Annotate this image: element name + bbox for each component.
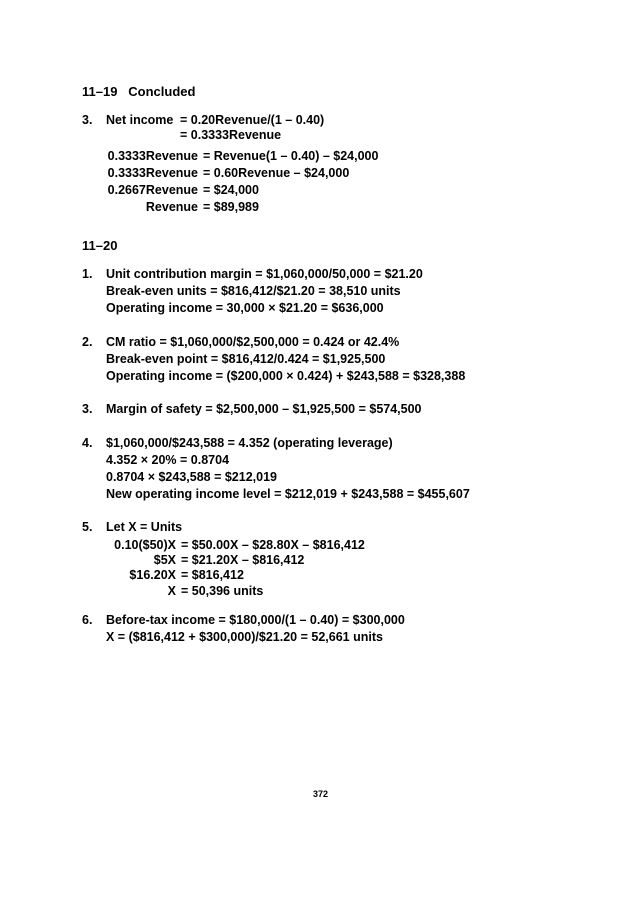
equation-right: = $24,000: [203, 183, 259, 197]
answer-line: Unit contribution margin = $1,060,000/50,000 = $21.20: [106, 267, 423, 281]
item-number: 3.: [82, 402, 93, 416]
equation-right: = 0.60Revenue – $24,000: [203, 166, 350, 180]
equation-right: = $816,412: [181, 568, 244, 582]
answer-line: 0.8704 × $243,588 = $212,019: [106, 470, 277, 484]
answer-line: 4.352 × 20% = 0.8704: [106, 453, 230, 467]
net-income-label: Net income: [106, 113, 174, 127]
answer-line: Break-even point = $816,412/0.424 = $1,925,500: [106, 352, 386, 366]
answer-line: X = ($816,412 + $300,000)/$21.20 = 52,661 units: [106, 630, 383, 644]
equation-right: = $21.20X – $816,412: [181, 553, 305, 567]
equation-left: $16.20X: [129, 568, 176, 582]
equation-right: = $50.00X – $28.80X – $816,412: [181, 538, 365, 552]
equation-right: = $89,989: [203, 200, 259, 214]
equation-left: X: [167, 584, 176, 598]
answer-line: Before-tax income = $180,000/(1 – 0.40) = $300,000: [106, 613, 405, 627]
answer-line: Let X = Units: [106, 520, 183, 534]
section-heading-11-19: 11–19 Concluded: [82, 84, 196, 99]
equation-right: = 50,396 units: [181, 584, 264, 598]
section-heading-11-20: 11–20: [82, 238, 118, 253]
item-number: 6.: [82, 613, 93, 627]
answer-line: CM ratio = $1,060,000/$2,500,000 = 0.424 or 42.4%: [106, 335, 400, 349]
answer-line: $1,060,000/$243,588 = 4.352 (operating leverage): [106, 436, 393, 450]
page-number: 372: [313, 789, 329, 799]
equation-line: = 0.20Revenue/(1 – 0.40): [180, 113, 325, 127]
equation-left: $5X: [153, 553, 176, 567]
equation-right: = Revenue(1 – 0.40) – $24,000: [203, 149, 379, 163]
answer-line: Margin of safety = $2,500,000 – $1,925,500 = $574,500: [106, 402, 422, 416]
item-number: 2.: [82, 335, 93, 349]
equation-left: 0.3333Revenue: [107, 149, 198, 163]
item-number: 5.: [82, 520, 93, 534]
equation-left: 0.10($50)X: [114, 538, 176, 552]
answer-line: Operating income = 30,000 × $21.20 = $636,000: [106, 301, 384, 315]
equation-left: Revenue: [145, 200, 198, 214]
answer-line: New operating income level = $212,019 + $243,588 = $455,607: [106, 487, 470, 501]
item-number: 3.: [82, 113, 93, 127]
equation-left: 0.2667Revenue: [107, 183, 198, 197]
item-number: 4.: [82, 436, 93, 450]
equation-left: 0.3333Revenue: [107, 166, 198, 180]
equation-line: = 0.3333Revenue: [180, 128, 282, 142]
answer-line: Operating income = ($200,000 × 0.424) + $243,588 = $328,388: [106, 369, 466, 383]
item-number: 1.: [82, 267, 93, 281]
answer-line: Break-even units = $816,412/$21.20 = 38,510 units: [106, 284, 401, 298]
